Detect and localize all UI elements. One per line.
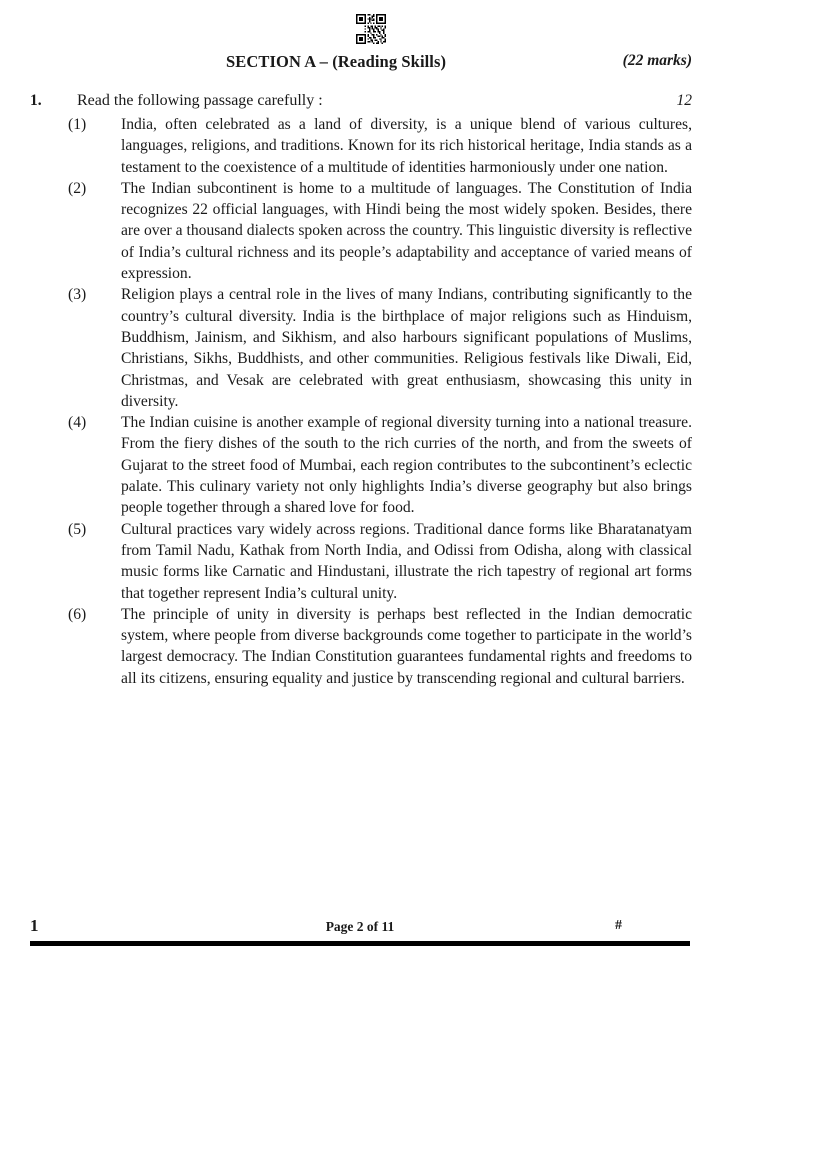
paragraph-label: (1) [68, 116, 87, 133]
section-header [30, 52, 692, 74]
paragraph-text: The principle of unity in diversity is perhaps best reflected in the Indian democratic system, where people from diverse backgrounds come together to participate in the world’s largest democracy. The Indian Constitution guarantees fundamental rights and freedoms to all its citizens, ensuring equality and justice by transcending regional and cultural barriers. [121, 605, 692, 687]
paragraph-label: (6) [68, 605, 87, 623]
qr-code-icon [356, 14, 386, 44]
footer-divider [30, 941, 690, 946]
footer-paper-number: 1 [30, 916, 39, 935]
paragraph-text: The Indian cuisine is another example of regional diversity turning into a national treasure. From the fiery dishes of the south to the rich curries of the north, and from the sweets of Gujarat to the street food of Mumbai, each region contributes to the subcontinent’s eclectic palate. This culinary variety not only highlights India’s diverse geography but also brings people together through a shared love for food. [121, 414, 692, 517]
paragraph-label: (3) [68, 286, 87, 304]
paragraph-text: Religion plays a central role in the lives of many Indians, contributing significantly to the country’s cultural diversity. India is the birthplace of major religions such as Hinduism, Buddhism, Jainism, and Sikhism, and also harbours significant populations of Muslims, Christians, Sikhs, Buddhists, and other communities. Religious festivals like Diwali, Eid, Christmas, and Vesak are celebrated with great enthusiasm, showcasing this unity in diversity. [121, 286, 692, 410]
passage-paragraph [30, 178, 692, 284]
footer-page-label: Page 2 of 11 [325, 919, 395, 934]
paragraph-text: India, often celebrated as a land of diversity, is a unique blend of various cultures, languages, religions, and traditions. Known for its rich historical heritage, India stands as a testament to the coexistence of a multitude of identities harmoniously under one nation. [121, 116, 692, 176]
passage-paragraph [30, 412, 692, 518]
section-title: SECTION A – (Reading Skills) [226, 52, 447, 71]
paragraph-label: (4) [68, 414, 87, 432]
passage-paragraph [30, 284, 692, 412]
page-footer [30, 916, 690, 942]
passage-paragraph [30, 604, 692, 689]
reading-passage [30, 114, 692, 689]
passage-paragraph [30, 114, 692, 178]
paragraph-label: (2) [68, 179, 87, 197]
passage-paragraph [30, 519, 692, 604]
question-1-header [30, 92, 692, 114]
paragraph-label: (5) [68, 520, 87, 538]
question-number: 1. [30, 92, 42, 109]
paragraph-text: The Indian subcontinent is home to a multitude of languages. The Constitution of India recognizes 22 official languages, with Hindi being the most widely spoken. Besides, there are over a thousand dialects spoken across the country. This linguistic diversity is reflective of India’s cultural richness and its people’s adaptability and acceptance of varied means of expression. [121, 179, 692, 283]
question-marks: 12 [676, 92, 692, 109]
question-stem: Read the following passage carefully : [77, 92, 323, 109]
paragraph-text: Cultural practices vary widely across regions. Traditional dance forms like Bharatanatyam from Tamil Nadu, Kathak from North India, and Odissi from Odisha, along with classical music forms like Carnatic and Hindustani, illustrate the rich tapestry of regional art forms that together represent India’s cultural unity. [121, 520, 692, 602]
section-marks: (22 marks) [622, 52, 692, 69]
footer-hash-mark: # [615, 918, 622, 933]
